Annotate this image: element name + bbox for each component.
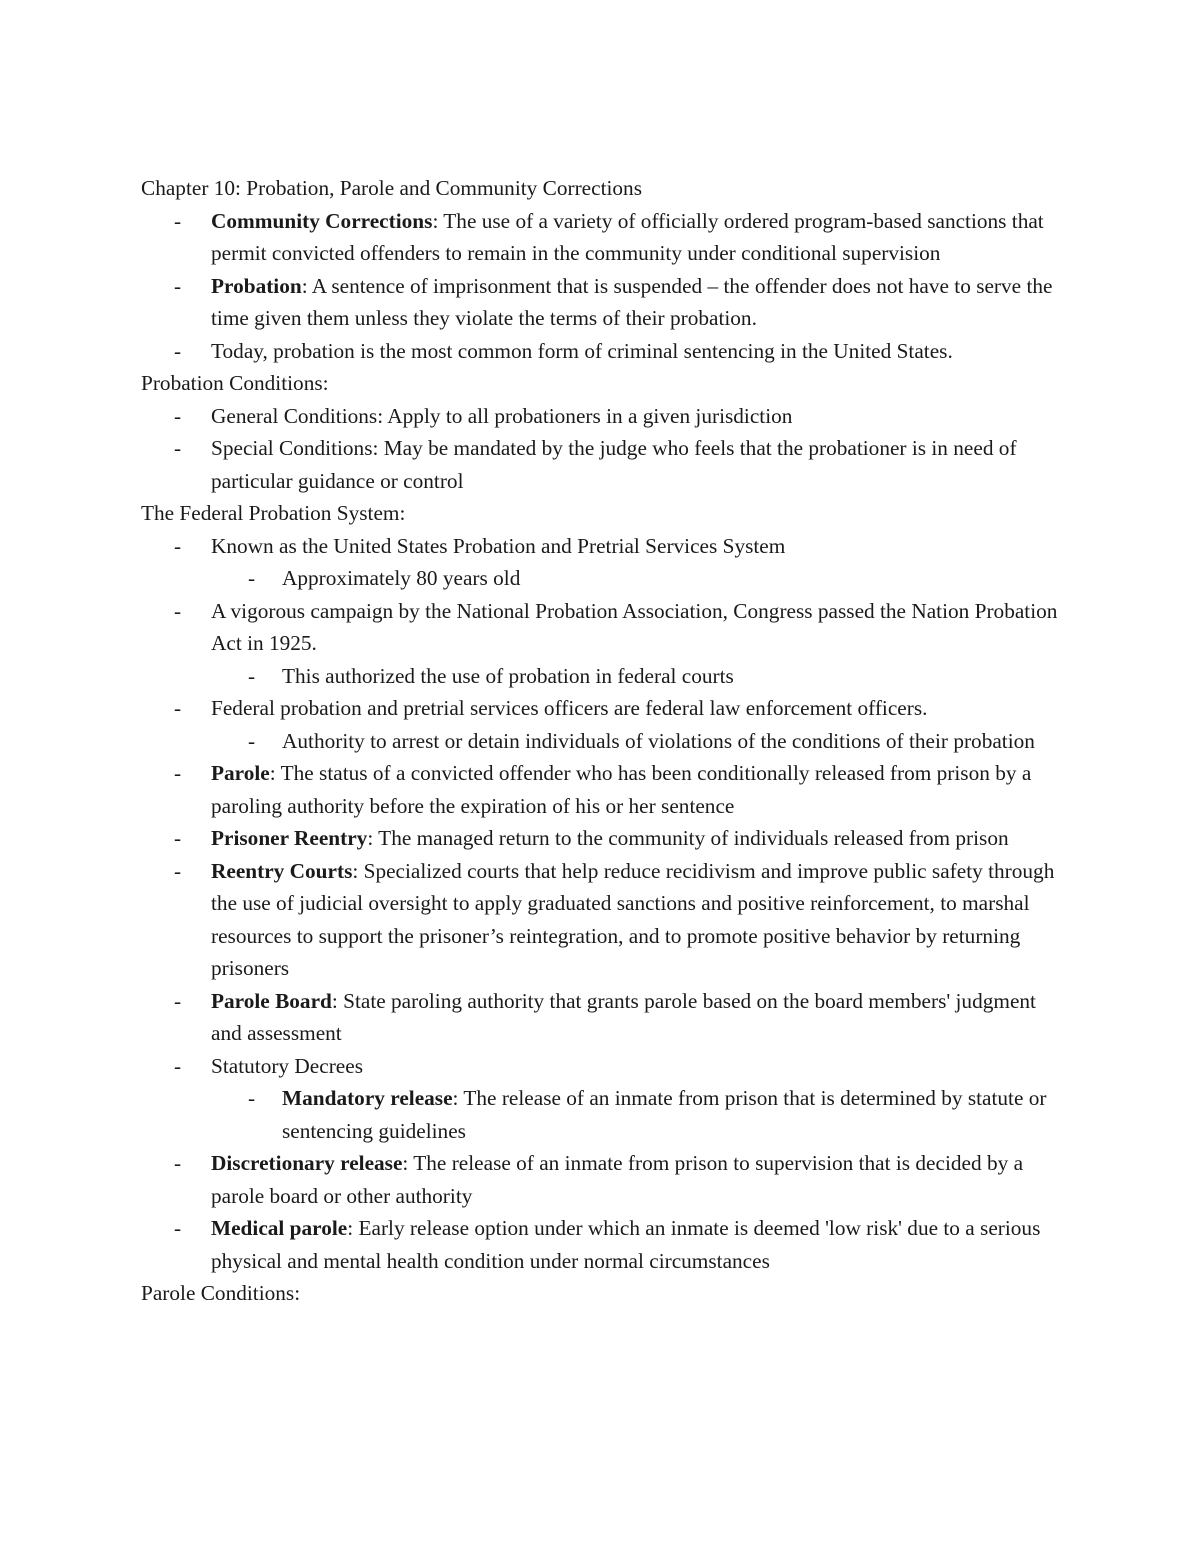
sub-list-item xyxy=(141,725,1071,758)
term-probation: Probation xyxy=(211,273,302,298)
definition-text: : The use of a variety of officially ordered program-based sanctions that permit convicted offenders to remain in the community under conditional supervision xyxy=(211,208,1044,265)
list-item xyxy=(141,822,1071,855)
bullet-dash: - xyxy=(174,1216,182,1240)
term-parole: Parole xyxy=(211,761,270,785)
list-item-text: A vigorous campaign by the National Probation Association, Congress passed the Nation Probation Act in 1925. xyxy=(211,598,1058,655)
bullet-dash: - xyxy=(174,208,182,233)
list-item-text: Federal probation and pretrial services officers are federal law enforcement officers. xyxy=(211,696,928,720)
bullet-dash: - xyxy=(174,826,182,850)
bullet-dash: - xyxy=(174,761,182,785)
section-heading-parole-conditions: Parole Conditions: xyxy=(141,1281,301,1305)
list-item xyxy=(141,530,1071,563)
term-medical-parole: Medical parole xyxy=(211,1216,348,1240)
term-discretionary-release: Discretionary release xyxy=(211,1151,403,1175)
bullet-dash: - xyxy=(248,566,256,590)
list-item-text: Approximately 80 years old xyxy=(282,566,521,590)
bullet-dash: - xyxy=(174,533,182,558)
list-item-text: General Conditions: Apply to all probationers in a given jurisdiction xyxy=(211,403,793,428)
bullet-dash: - xyxy=(174,1151,182,1175)
definition-text: : Specialized courts that help reduce recidivism and improve public safety through the use of judicial oversight to apply graduated sanctions and positive reinforcement, to marshal resources to support the prisoner’s reintegration, and to promote positive behavior by returning prisoners xyxy=(211,858,1055,980)
list-item-text: Special Conditions: May be mandated by the judge who feels that the probationer is in need of particular guidance or control xyxy=(211,436,1017,493)
list-item xyxy=(141,595,1071,660)
list-item xyxy=(141,985,1071,1050)
list-item xyxy=(141,432,1071,497)
definition-text: : The status of a convicted offender who has been conditionally released from prison by a paroling authority before the expiration of his or her sentence xyxy=(211,761,1032,818)
term-mandatory-release: Mandatory release xyxy=(282,1086,453,1110)
term-prisoner-reentry: Prisoner Reentry xyxy=(211,826,368,850)
list-item xyxy=(141,692,1071,725)
bullet-dash: - xyxy=(174,858,182,883)
list-item xyxy=(141,855,1071,985)
bullet-dash: - xyxy=(174,598,182,623)
definition-text: : The release of an inmate from prison to supervision that is decided by a parole board or other authority xyxy=(211,1151,1024,1208)
list-item-text: Today, probation is the most common form of criminal sentencing in the United States. xyxy=(211,338,953,363)
bullet-dash: - xyxy=(174,403,182,428)
list-item xyxy=(141,1212,1071,1277)
chapter-title: Chapter 10: Probation, Parole and Community Corrections xyxy=(141,176,642,200)
bullet-dash: - xyxy=(174,338,182,363)
bullet-dash: - xyxy=(248,663,256,688)
document-page xyxy=(141,172,1071,1310)
sub-list-item xyxy=(141,562,1071,595)
definition-text: : The managed return to the community of individuals released from prison xyxy=(367,826,1009,850)
bullet-dash: - xyxy=(248,728,256,753)
list-item xyxy=(141,205,1071,270)
section-heading-probation-conditions: Probation Conditions: xyxy=(141,371,329,395)
bullet-dash: - xyxy=(248,1086,256,1110)
bullet-dash: - xyxy=(174,988,182,1013)
term-reentry-courts: Reentry Courts xyxy=(211,858,353,883)
sub-list-item xyxy=(141,1082,1071,1147)
bullet-dash: - xyxy=(174,1053,182,1078)
definition-text: : A sentence of imprisonment that is suspended – the offender does not have to serve the time given them unless they violate the terms of their probation. xyxy=(211,273,1053,330)
section-heading-federal-probation: The Federal Probation System: xyxy=(141,501,406,525)
term-community-corrections: Community Corrections xyxy=(211,208,433,233)
list-item-text: Statutory Decrees xyxy=(211,1053,363,1078)
list-item-text: Authority to arrest or detain individuals of violations of the conditions of their probation xyxy=(282,728,1035,753)
definition-text: : Early release option under which an inmate is deemed 'low risk' due to a serious physical and mental health condition under normal circumstances xyxy=(211,1216,1041,1273)
bullet-dash: - xyxy=(174,436,182,460)
definition-text: : The release of an inmate from prison that is determined by statute or sentencing guidelines xyxy=(282,1086,1047,1143)
list-item xyxy=(141,1050,1071,1083)
bullet-dash: - xyxy=(174,273,182,298)
list-item-text: This authorized the use of probation in federal courts xyxy=(282,663,734,688)
list-item xyxy=(141,757,1071,822)
bullet-dash: - xyxy=(174,696,182,720)
list-item xyxy=(141,270,1071,335)
sub-list-item xyxy=(141,660,1071,693)
list-item xyxy=(141,1147,1071,1212)
list-item xyxy=(141,400,1071,433)
definition-text: : State paroling authority that grants parole based on the board members' judgment and assessment xyxy=(211,988,1036,1045)
list-item-text: Known as the United States Probation and Pretrial Services System xyxy=(211,533,786,558)
list-item xyxy=(141,335,1071,368)
term-parole-board: Parole Board xyxy=(211,988,332,1013)
